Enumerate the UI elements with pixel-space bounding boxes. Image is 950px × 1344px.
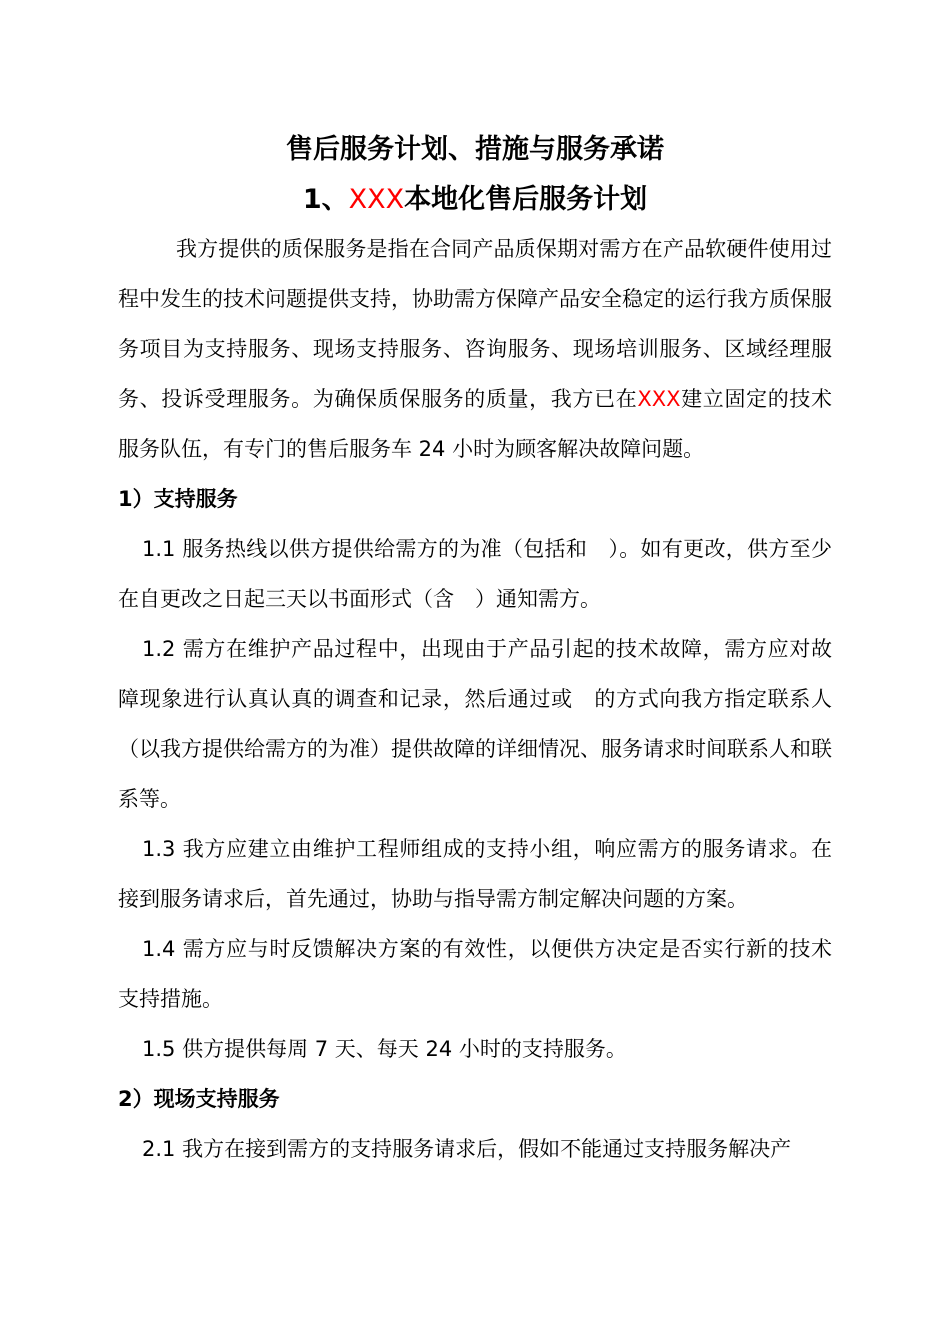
item-1-2: 1.2 需方在维护产品过程中，出现由于产品引起的技术故障，需方应对故障现象进行认真认真的调查和记录，然后通过或 的方式向我方指定联系人（以我方提供给需方的为准）提供故障的详细情况、服务请求时间联系人和联系等。	[118, 637, 832, 811]
placeholder-location-red-inline: XXX	[637, 387, 681, 411]
section1-heading: 1）支持服务	[118, 487, 238, 511]
item-1-3: 1.3 我方应建立由维护工程师组成的支持小组，响应需方的服务请求。在接到服务请求后，首先通过，协助与指导需方制定解决问题的方案。	[118, 837, 832, 911]
item-1-4: 1.4 需方应与时反馈解决方案的有效性，以便供方决定是否实行新的技术支持措施。	[118, 937, 832, 1011]
item-2-1: 2.1 我方在接到需方的支持服务请求后，假如不能通过支持服务解决产	[142, 1137, 792, 1161]
item-1-5: 1.5 供方提供每周 7 天、每天 24 小时的支持服务。	[142, 1037, 627, 1061]
intro-text-part2: 建立固定的技术服务队伍，有专门的售后服务车 24 小时为顾客解决故障问题。	[118, 387, 833, 461]
intro-paragraph	[118, 224, 832, 474]
section-title	[118, 178, 832, 222]
document-body	[118, 128, 832, 1174]
item-1-1: 1.1 服务热线以供方提供给需方的为准（包括和 ）。如有更改，供方至少在自更改之日起三天以书面形式（含 ）通知需方。	[118, 537, 832, 611]
section-title-text: 本地化售后服务计划	[404, 184, 648, 215]
document-title: 售后服务计划、措施与服务承诺	[286, 134, 664, 165]
intro-text-part1: 我方提供的质保服务是指在合同产品质保期对需方在产品软硬件使用过程中发生的技术问题提供支持，协助需方保障产品安全稳定的运行我方质保服务项目为支持服务、现场支持服务、咨询服务、现场培训服务、区域经理服务、投诉受理服务。为确保质保服务的质量，我方已在	[118, 237, 832, 411]
section2-heading: 2）现场支持服务	[118, 1087, 280, 1111]
section-title-number: 1、	[302, 184, 349, 215]
placeholder-location-red: XXX	[348, 184, 405, 215]
